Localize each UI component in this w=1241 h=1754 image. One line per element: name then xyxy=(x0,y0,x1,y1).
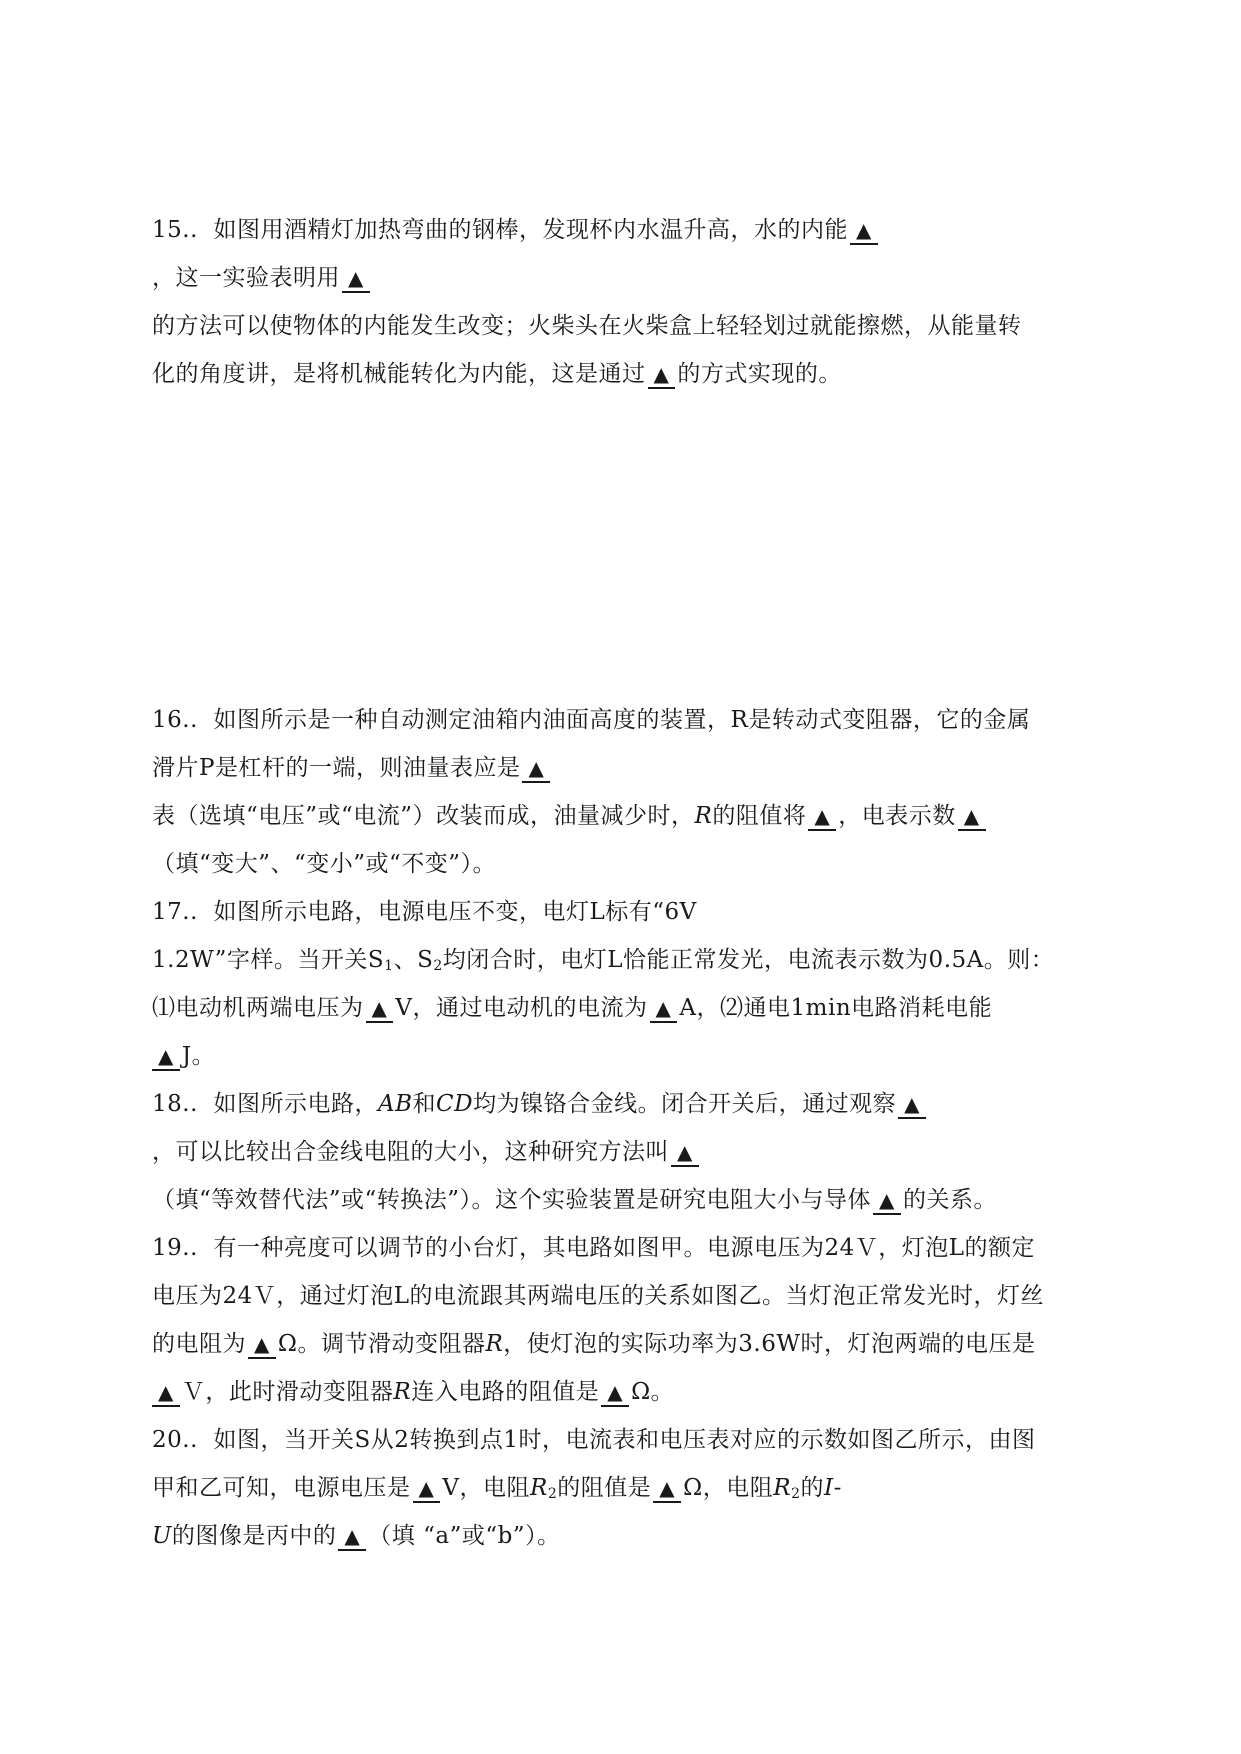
answer-blank[interactable]: ▲ xyxy=(850,217,878,245)
answer-blank[interactable]: ▲ xyxy=(152,1379,180,1407)
answer-blank[interactable]: ▲ xyxy=(342,265,370,293)
answer-blank[interactable]: ▲ xyxy=(650,995,678,1023)
q19-line4: ▲ Ｖ，此时滑动变阻器R连入电路的阻值是 ▲ Ω。 xyxy=(152,1376,674,1408)
q16-line3: 表（选填“电压”或“电流”）改装而成，油量减少时，R的阻值将 ▲ ，电表示数 ▲ xyxy=(152,800,988,832)
q16-line2: 滑片P是杠杆的一端，则油量表应是 ▲ xyxy=(152,752,552,784)
q19-line3: 的电阻为 ▲ Ω。调节滑动变阻器R，使灯泡的实际功率为3.6W时，灯泡两端的电压是 xyxy=(152,1331,1036,1357)
q16-line1: 16.. 如图所示是一种自动测定油箱内油面高度的装置，R是转动式变阻器，它的金属 xyxy=(152,707,1031,733)
q19-line2: 电压为24Ｖ，通过灯泡L的电流跟其两端电压的关系如图乙。当灯泡正常发光时，灯丝 xyxy=(152,1283,1045,1309)
q17-line3: ⑴电动机两端电压为 ▲ V，通过电动机的电流为 ▲ A，⑵通电1min电路消耗电能 xyxy=(152,995,993,1021)
q18-line3: （填“等效替代法”或“转换法”）。这个实验装置是研究电阻大小与导体 ▲ 的关系。 xyxy=(152,1187,997,1213)
q20-number: 20.. xyxy=(152,1427,198,1453)
answer-blank[interactable]: ▲ xyxy=(413,1475,441,1503)
q15-line1: 15.. 如图用酒精灯加热弯曲的钢棒，发现杯内水温升高，水的内能 ▲ xyxy=(152,214,880,246)
answer-blank[interactable]: ▲ xyxy=(671,1139,699,1167)
answer-blank[interactable]: ▲ xyxy=(248,1331,276,1359)
q17-line1: 17.. 如图所示电路，电源电压不变，电灯L标有“6V xyxy=(152,899,697,925)
answer-blank[interactable]: ▲ xyxy=(152,1043,180,1071)
answer-blank[interactable]: ▲ xyxy=(653,1475,681,1503)
q18-line1: 18.. 如图所示电路，AB和CD均为镍铬合金线。闭合开关后，通过观察 ▲ xyxy=(152,1088,928,1120)
answer-blank[interactable]: ▲ xyxy=(873,1187,901,1215)
q17-line4: ▲ J。 xyxy=(152,1040,215,1072)
q18-number: 18.. xyxy=(152,1091,198,1117)
q17-line2: 1.2W”字样。当开关$S_1$、$S_2$均闭合时，电灯L恰能正常发光，电流表示数为0.5A。则： xyxy=(152,947,1055,974)
answer-blank[interactable]: ▲ xyxy=(338,1523,366,1551)
q15-line4: 化的角度讲，是将机械能转化为内能，这是通过 ▲ 的方式实现的。 xyxy=(152,361,842,387)
q19-number: 19.. xyxy=(152,1235,198,1261)
answer-blank[interactable]: ▲ xyxy=(808,803,836,831)
q16-line4: （填“变大”、“变小”或“不变”）。 xyxy=(152,851,497,877)
q20-line2: 甲和乙可知，电源电压是 ▲ V，电阻$R_2$的阻值是 ▲ Ω，电阻$R_2$的I- xyxy=(152,1475,842,1502)
q18-line2: ，可以比较出合金线电阻的大小，这种研究方法叫 ▲ xyxy=(152,1136,701,1168)
q15-line3: 的方法可以使物体的内能发生改变；火柴头在火柴盒上轻轻划过就能擦燃，从能量转 xyxy=(152,313,1022,339)
q17-number: 17.. xyxy=(152,899,198,925)
q16-number: 16.. xyxy=(152,707,198,733)
answer-blank[interactable]: ▲ xyxy=(522,755,550,783)
q20-line1: 20.. 如图，当开关S从2转换到点1时，电流表和电压表对应的示数如图乙所示，由图 xyxy=(152,1427,1036,1453)
q15-number: 15.. xyxy=(152,217,198,243)
q20-line3: U的图像是丙中的 ▲ （填 “a”或“b”）。 xyxy=(152,1523,561,1549)
answer-blank[interactable]: ▲ xyxy=(601,1379,629,1407)
answer-blank[interactable]: ▲ xyxy=(958,803,986,831)
answer-blank[interactable]: ▲ xyxy=(366,995,394,1023)
q15-line2: ，这一实验表明用 ▲ xyxy=(152,262,372,294)
answer-blank[interactable]: ▲ xyxy=(648,361,676,389)
q19-line1: 19.. 有一种亮度可以调节的小台灯，其电路如图甲。电源电压为24Ｖ，灯泡L的额定 xyxy=(152,1235,1036,1261)
answer-blank[interactable]: ▲ xyxy=(898,1091,926,1119)
